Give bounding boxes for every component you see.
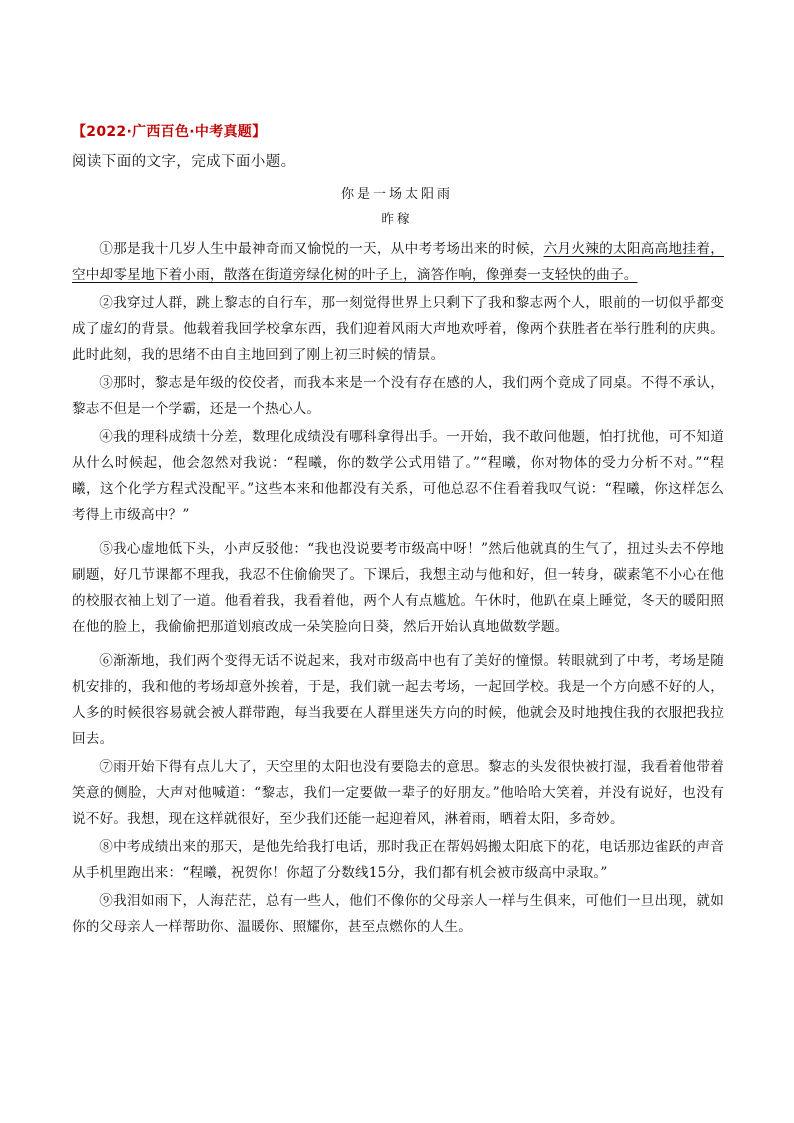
paragraph-8: ⑧中考成绩出来的那天，是他先给我打电话，那时我正在帮妈妈搬太阳底下的花，电话那边雀跃的声音从手机里跑出来：“程曦，祝贺你！你超了分数线15分，我们都有机会被市级高中录取。” bbox=[72, 839, 724, 881]
paragraph-1 bbox=[72, 236, 724, 288]
paragraph-5: ⑤我心虚地低下头，小声反驳他：“我也没说要考市级高中呀！”然后他就真的生气了，扭过头去不停地刷题，好几节课都不理我，我忍不住偷偷哭了。下课后，我想主动与他和好，但一转身，碳素笔不小心在他的校服衣袖上划了一道。他看着我，我看着他，两个人有点尴尬。午休时，他趴在桌上睡觉，冬天的暖阳照在他的脸上，我偷偷把那道划痕改成一朵笑脸向日葵，然后开始认真地做数学题。 bbox=[72, 541, 724, 635]
source-tag: 【2022·广西百色·中考真题】 bbox=[72, 124, 267, 140]
paragraph-9: ⑨我泪如雨下，人海茫茫，总有一些人，他们不像你的父母亲人一样与生俱来，可他们一旦出现，就如你的父母亲人一样帮助你、温暖你、照耀你，甚至点燃你的人生。 bbox=[72, 893, 724, 935]
question-instruction: 阅读下面的文字，完成下面小题。 bbox=[72, 154, 296, 170]
paragraph-3: ③那时，黎志是年级的佼佼者，而我本来是一个没有存在感的人，我们两个竟成了同桌。不得不承认，黎志不但是一个学霸，还是一个热心人。 bbox=[72, 375, 724, 417]
underlined-sentence: 六月火辣的太阳高高地挂着，空中却零星地下着小雨，散落在街道旁绿化树的叶子上，滴答作响，像弹奏一支轻快的曲子。 bbox=[72, 241, 724, 283]
article-author: 昨稼 bbox=[381, 211, 413, 226]
paragraph-2: ②我穿过人群，跳上黎志的自行车，那一刻觉得世界上只剩下了我和黎志两个人，眼前的一切似乎都变成了虚幻的背景。他载着我回学校拿东西，我们迎着风雨大声地欢呼着，像两个获胜者在举行胜利的庆典。此时此刻，我的思绪不由自主地回到了刚上初三时候的情景。 bbox=[72, 295, 724, 363]
article-title: 你是一场太阳雨 bbox=[340, 187, 453, 202]
paragraph-6: ⑥渐渐地，我们两个变得无话不说起来，我对市级高中也有了美好的憧憬。转眼就到了中考，考场是随机安排的，我和他的考场却意外挨着，于是，我们就一起去考场，一起回学校。我是一个方向感不好的人，人多的时候很容易就会被人群带跑，每当我要在人群里迷失方向的时候，他就会及时地拽住我的衣服把我拉回去。 bbox=[72, 653, 724, 747]
paragraph-4: ④我的理科成绩十分差，数理化成绩没有哪科拿得出手。一开始，我不敢问他题，怕打扰他，可不知道从什么时候起，他会忽然对我说：“程曦，你的数学公式用错了。”“程曦，你对物体的受力分析不对。”“程曦，这个化学方程式没配平。”这些本来和他都没有关系，可他总忍不住看着我叹气说：“程曦，你这样怎么考得上市级高中？” bbox=[72, 429, 724, 523]
paragraph-7: ⑦雨开始下得有点儿大了，天空里的太阳也没有要隐去的意思。黎志的头发很快被打湿，我看着他带着笑意的侧脸，大声对他喊道：“黎志，我们一定要做一辈子的好朋友。”他哈哈大笑着，并没有说好，也没有说不好。我想，现在这样就很好，至少我们还能一起迎着风，淋着雨，晒着太阳，多奇妙。 bbox=[72, 759, 724, 827]
paragraph-1-lead: ①那是我十几岁人生中最神奇而又愉悦的一天，从中考考场出来的时候， bbox=[99, 241, 544, 257]
article-body bbox=[72, 236, 724, 940]
